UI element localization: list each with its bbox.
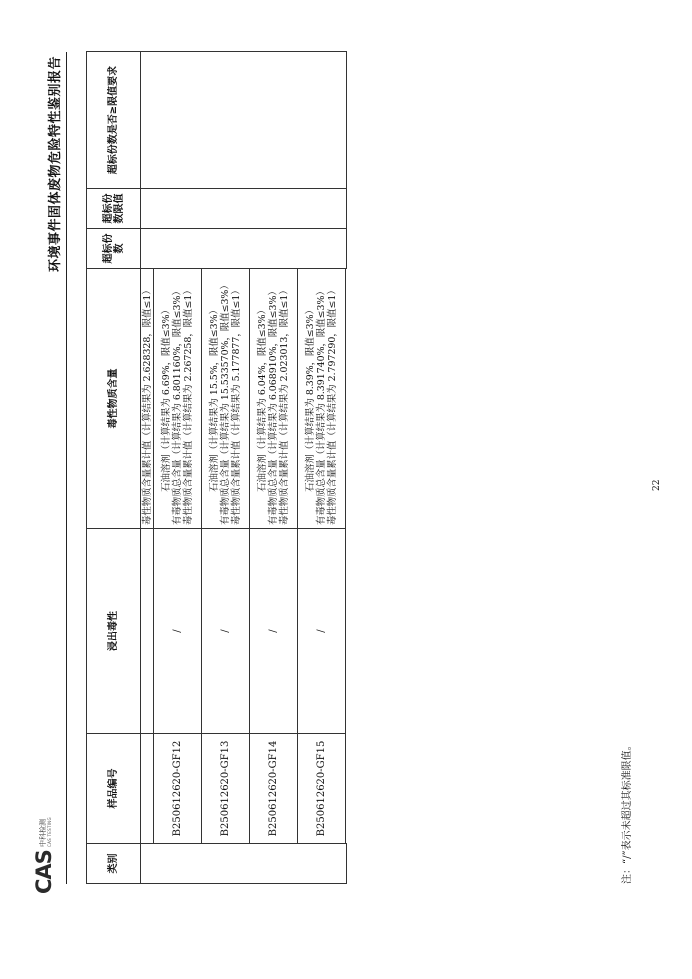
sample-id-cell: B250612620-GF12 [154, 734, 202, 844]
toxic-content-cell-top: 毒性物质含量累计值（计算结果为 2.628328，限值≤1） [141, 269, 154, 529]
header-toxic-content: 毒性物质含量 [87, 269, 141, 529]
header-exceed-limit: 超标份数限值 [87, 189, 141, 229]
exceed-count-cell [141, 229, 347, 269]
results-table [86, 51, 347, 884]
page-number: 22 [652, 479, 662, 491]
logo-chinese-text: 中科检测 [39, 819, 47, 847]
header-category: 类别 [87, 844, 141, 884]
leach-cell: / [154, 529, 202, 734]
sample-id-cell: B250612620-GF15 [298, 734, 346, 844]
table-header-row [87, 52, 141, 884]
category-cell [141, 844, 347, 884]
report-title: 环境事件固体废物危险特性鉴别报告 [48, 56, 63, 273]
sample-id-cell: B250612620-GF14 [250, 734, 298, 844]
header-sample-id: 样品编号 [87, 734, 141, 844]
exceed-limit-cell [141, 189, 347, 229]
leach-cell: / [250, 529, 298, 734]
toxic-content-cell: 石油溶剂（计算结果为 6.69%，限值≤3%） 有毒物质总含量（计算结果为 6.801160%，限值≤3%） 毒性物质含量累计值（计算结果为 2.267258，限值≤1） [154, 269, 202, 529]
header-rule [66, 52, 67, 884]
header-exceed-count: 超标份数 [87, 229, 141, 269]
leach-cell: / [298, 529, 346, 734]
table-row-top [141, 52, 154, 884]
sample-id-cell-top [141, 734, 154, 844]
leach-cell: / [202, 529, 250, 734]
header-leach-toxicity: 浸出毒性 [87, 529, 141, 734]
logo-english-text: CAS TESTING [47, 817, 52, 847]
header-exceed-meets: 超标份数是否≥限值要求 [87, 52, 141, 189]
sample-id-cell: B250612620-GF13 [202, 734, 250, 844]
leach-cell-top [141, 529, 154, 734]
footnote: 注：“/”表示未超过其标准限值。 [622, 740, 633, 884]
toxic-content-cell: 石油溶剂（计算结果为 6.04%，限值≤3%） 有毒物质总含量（计算结果为 6.068910%，限值≤3%） 毒性物质含量累计值（计算结果为 2.023013，限值≤1） [250, 269, 298, 529]
logo-mark: CAS [32, 850, 56, 894]
toxic-content-cell: 石油溶剂（计算结果为 8.39%，限值≤3%） 有毒物质总含量（计算结果为 8.391740%，限值≤3%） 毒性物质含量累计值（计算结果为 2.797290，限值≤1） [298, 269, 346, 529]
cas-logo [30, 804, 64, 894]
toxic-content-cell: 石油溶剂（计算结果为 15.5%，限值≤3%） 有毒物质总含量（计算结果为 15.533570%，限值≤3%） 毒性物质含量累计值（计算结果为 5.177877，限值≤1） [202, 269, 250, 529]
exceed-meets-cell [141, 52, 347, 189]
